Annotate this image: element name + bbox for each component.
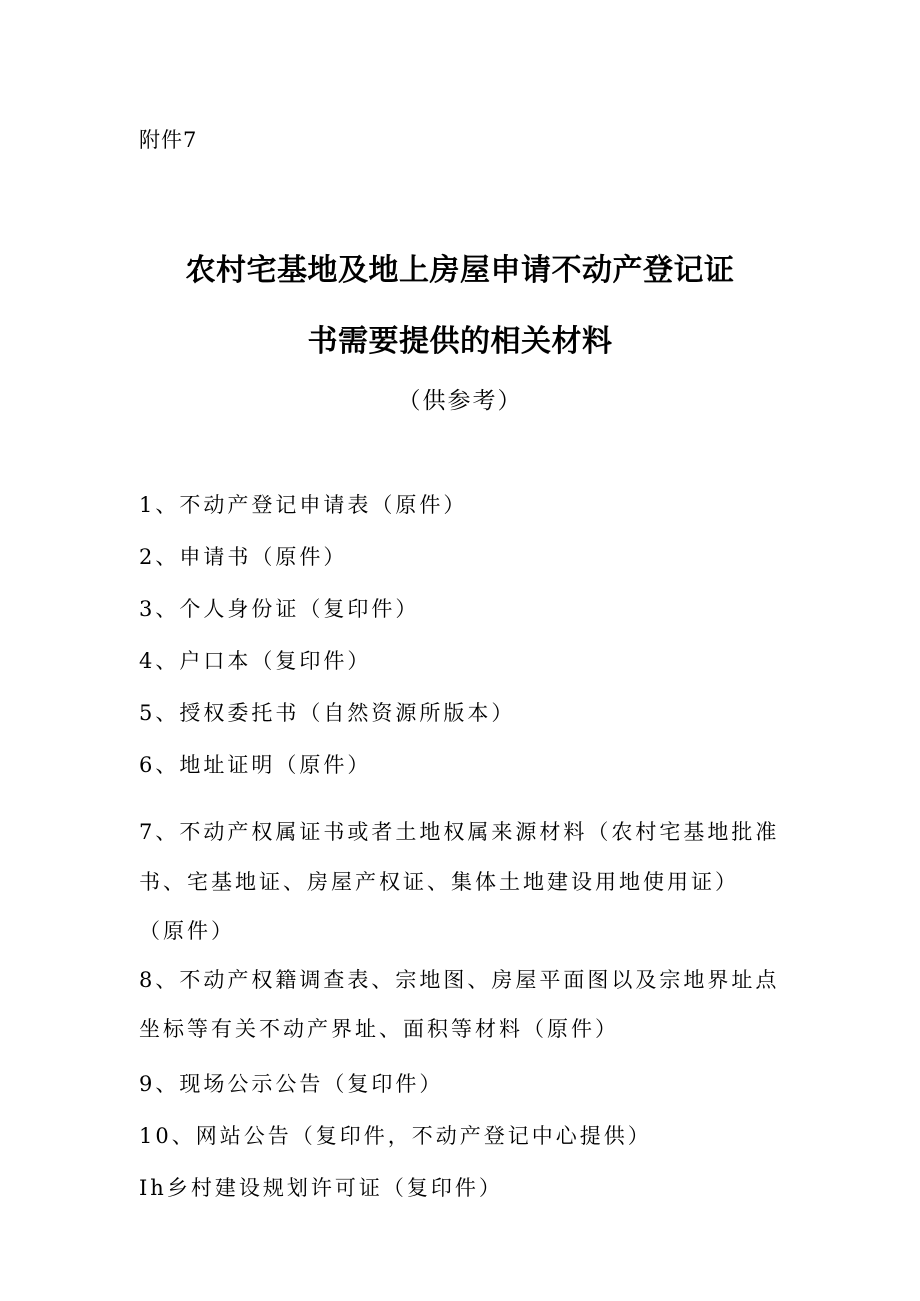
list-item-8-line-1: 8、不动产权籍调查表、宗地图、房屋平面图以及宗地界址点	[139, 968, 780, 992]
list-item-7-line-3: （原件）	[139, 919, 235, 943]
list-item-11: Ih乡村建设规划许可证（复印件）	[139, 1176, 503, 1200]
document-title-line-1: 农村宅基地及地上房屋申请不动产登记证	[185, 253, 735, 288]
document-subtitle-note: （供参考）	[397, 388, 523, 414]
list-item-7-line-2: 书、宅基地证、房屋产权证、集体土地建设用地使用证）	[139, 870, 739, 894]
list-item-1: 1、不动产登记申请表（原件）	[139, 493, 468, 517]
list-item-5: 5、授权委托书（自然资源所版本）	[139, 701, 516, 725]
list-item-3: 3、个人身份证（复印件）	[139, 597, 420, 621]
list-item-9: 9、现场公示公告（复印件）	[139, 1072, 444, 1096]
list-item-8-line-2: 坐标等有关不动产界址、面积等材料（原件）	[139, 1017, 619, 1041]
list-item-6: 6、地址证明（原件）	[139, 753, 372, 777]
list-item-2: 2、申请书（原件）	[139, 545, 348, 569]
list-item-10: 10、网站公告（复印件，不动产登记中心提供）	[139, 1124, 652, 1148]
document-title-line-2: 书需要提供的相关材料	[307, 324, 613, 359]
list-item-7-line-1: 7、不动产权属证书或者土地权属来源材料（农村宅基地批准	[139, 820, 780, 844]
list-item-4: 4、户口本（复印件）	[139, 649, 372, 673]
attachment-label: 附件7	[139, 128, 198, 152]
